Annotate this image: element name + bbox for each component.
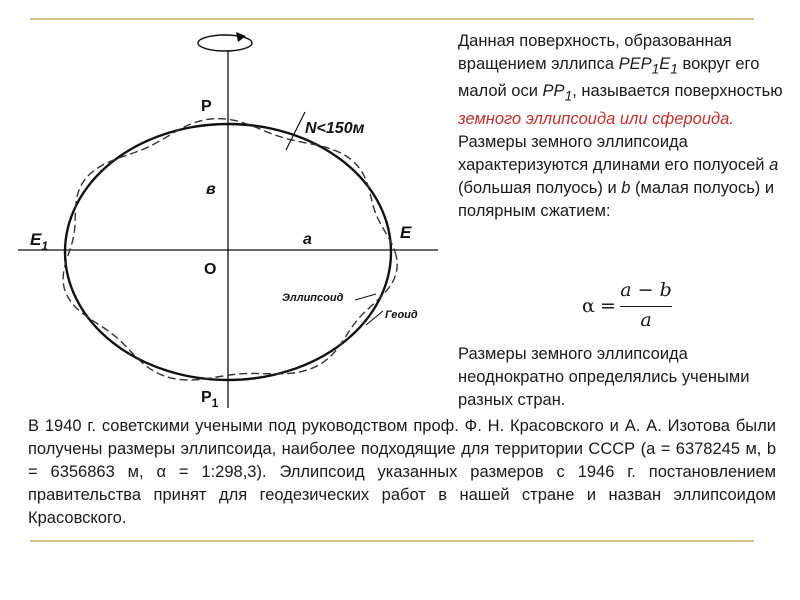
label-e: E	[400, 223, 412, 242]
label-n: N<150м	[305, 120, 365, 137]
ellipsoid-leader	[355, 294, 376, 300]
deviation-marker	[286, 112, 305, 150]
formula-alpha: α	[582, 295, 595, 317]
label-e1: $E_1$	[30, 230, 49, 253]
description-text: Данная поверхность, образованная вращением эллипса $PEP_1E_1$ вокруг его малой оси $PP_1$, называется поверхностью земного эллипсоида или сфероида. Размеры земного эллипсоида характеризуются длинами его полуосей a (большая полуось) и b (малая полуось) и полярным сжатием:	[458, 32, 783, 220]
label-a: a	[303, 231, 312, 248]
krasovsky-paragraph: В 1940 г. советскими учеными под руководством проф. Ф. Н. Красовского и А. А. Изотова были получены размеры эллипсоида, наиболее подходящие для территории СССР (a = 6378245 м, b = 6356863 м, α = 1:298,3). Эллипсоид указанных размеров с 1946 г. постановлением правительства принят для геодезических работ в нашей стране и назван эллипсоидом Красовского.	[28, 417, 776, 527]
label-ellipsoid: Эллипсоид	[282, 292, 344, 304]
formula-equals: =	[600, 295, 616, 317]
label-o: O	[204, 261, 217, 278]
highlight-term: земного эллипсоида или сфероида.	[458, 109, 734, 128]
formula-fraction-bar	[620, 306, 672, 307]
formula-denominator: a	[640, 309, 652, 331]
label-p: P	[201, 98, 212, 115]
label-b: в	[206, 181, 216, 198]
rotation-arrow-icon	[198, 32, 252, 51]
determination-text: Размеры земного эллипсоида неоднократно определялись учеными разных стран.	[458, 345, 750, 409]
label-geoid: Геоид	[385, 309, 418, 321]
formula-numerator: a − b	[620, 279, 672, 301]
label-p1: $P_1$	[201, 389, 219, 410]
flattening-formula	[582, 279, 692, 335]
